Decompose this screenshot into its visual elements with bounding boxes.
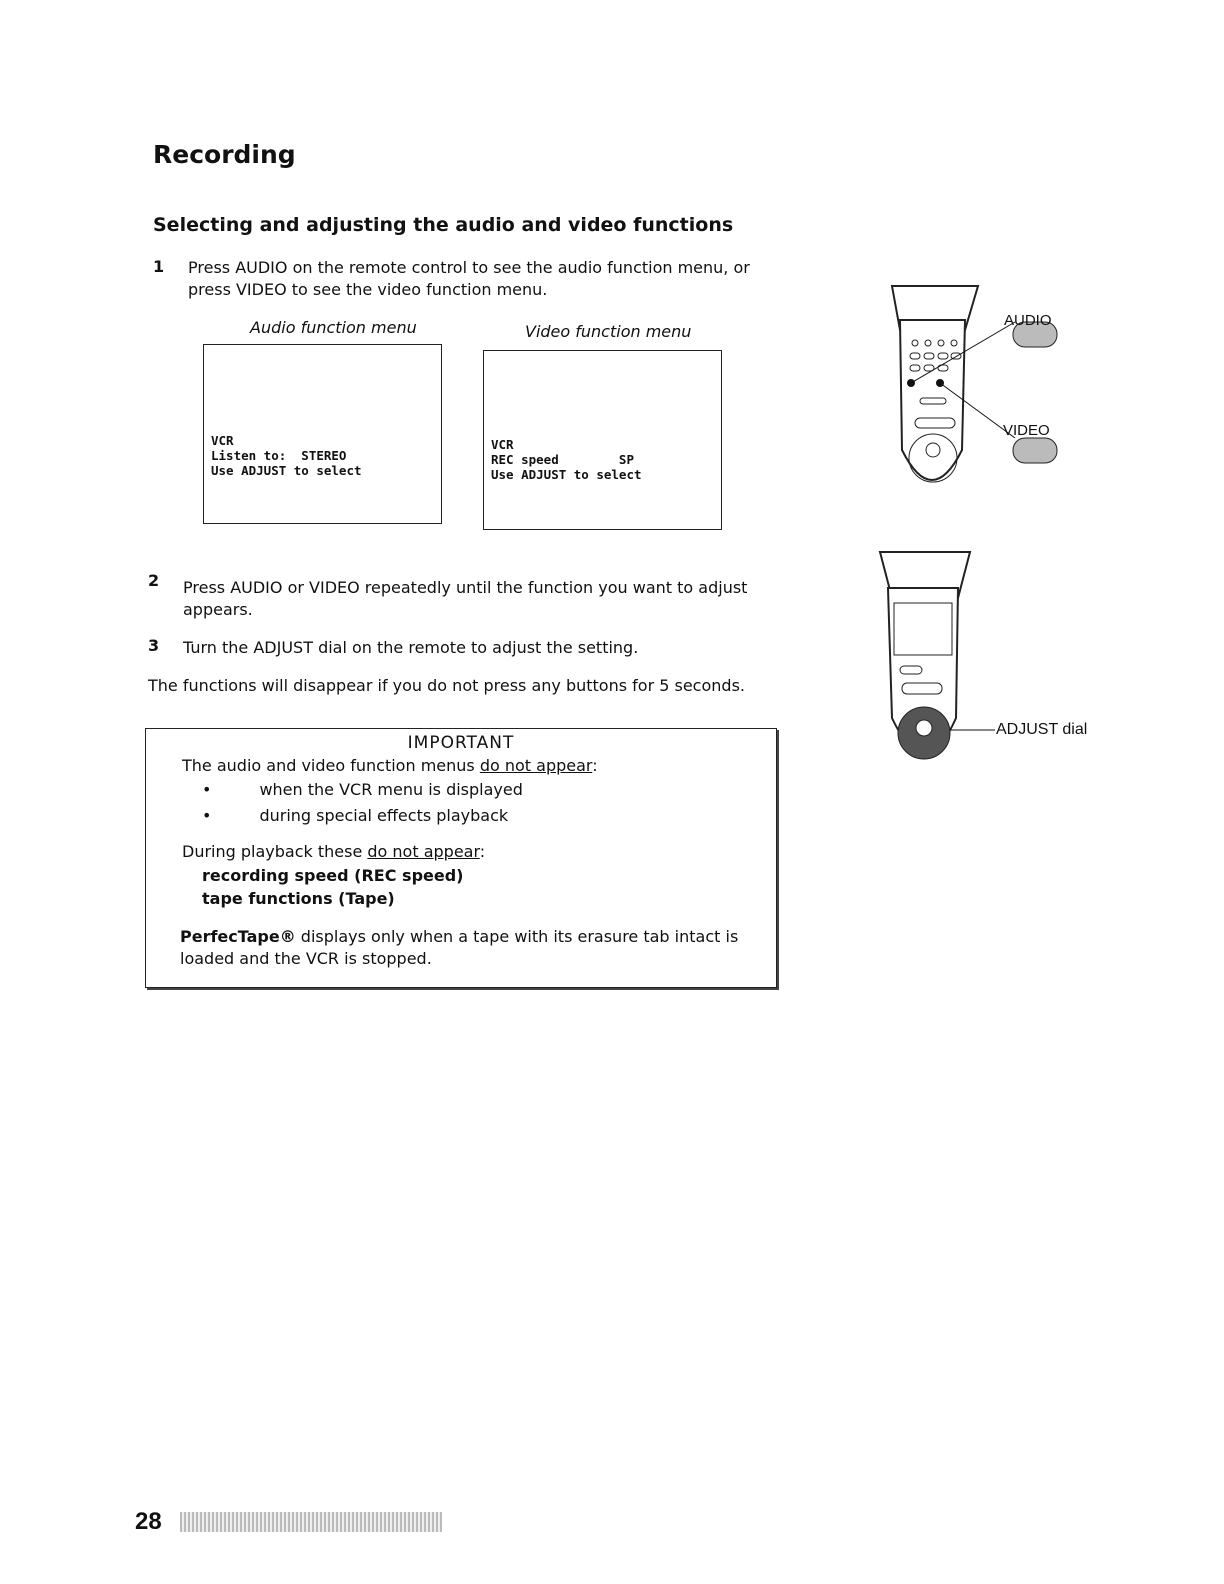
menu-line: Use ADJUST to select	[211, 463, 362, 478]
text: The audio and video function menus	[182, 756, 480, 775]
important-title: IMPORTANT	[407, 733, 515, 753]
video-menu-screen	[483, 350, 722, 530]
text: PerfecTape®	[180, 927, 296, 946]
remote-adjust-illustration	[870, 548, 1000, 773]
adjust-dial-label: ADJUST dial	[996, 721, 1088, 738]
important-box: IMPORTANT The audio and video function menus do not appear: • when the VCR menu is displayed • during special effects playback During playback these do not appear: recording speed (REC speed) tape functions (Tape) PerfecTape® displays only when a tape with its erasure tab intact is loaded and the VCR is stopped.	[145, 728, 777, 988]
section-title: Recording	[153, 140, 296, 169]
menu-line: Listen to: STEREO	[211, 448, 347, 463]
video-menu-caption: Video function menu	[525, 322, 692, 341]
timeout-note: The functions will disappear if you do not press any buttons for 5 seconds.	[148, 676, 745, 695]
menu-line: VCR	[211, 433, 234, 448]
text: do not appear	[479, 756, 593, 775]
step-text: Press AUDIO or VIDEO repeatedly until the function you want to adjust appears.	[183, 578, 748, 619]
step-number: 2	[148, 571, 160, 590]
remote-audio-video-illustration	[870, 280, 1110, 510]
text: During playback these	[182, 842, 368, 861]
audio-menu-caption: Audio function menu	[250, 318, 417, 337]
audio-label: AUDIO	[1004, 312, 1052, 329]
menu-line: REC speed SP	[491, 452, 634, 467]
text: displays only when a tape with its erasure tab intact is loaded and the VCR is stopped.	[180, 927, 739, 968]
bullet-item: when the VCR menu is displayed	[259, 780, 523, 799]
audio-menu-screen	[203, 344, 442, 524]
step-number: 3	[148, 636, 160, 655]
step-text: Turn the ADJUST dial on the remote to adjust the setting.	[183, 638, 639, 657]
page-number: 28	[135, 1508, 162, 1535]
menu-line: VCR	[491, 437, 514, 452]
text: do not appear	[367, 842, 480, 861]
video-label: VIDEO	[1003, 422, 1050, 439]
footer-decoration	[180, 1512, 442, 1532]
bold-item: recording speed (REC speed)	[202, 866, 464, 885]
menu-line: Use ADJUST to select	[491, 467, 642, 482]
section-heading: Selecting and adjusting the audio and video functions	[153, 214, 734, 236]
bullet-item: during special effects playback	[259, 806, 509, 825]
step-text: Press AUDIO on the remote control to see the audio function menu, or press VIDEO to see the video function menu.	[188, 258, 750, 299]
step-number: 1	[153, 257, 165, 276]
bold-item: tape functions (Tape)	[202, 889, 395, 908]
